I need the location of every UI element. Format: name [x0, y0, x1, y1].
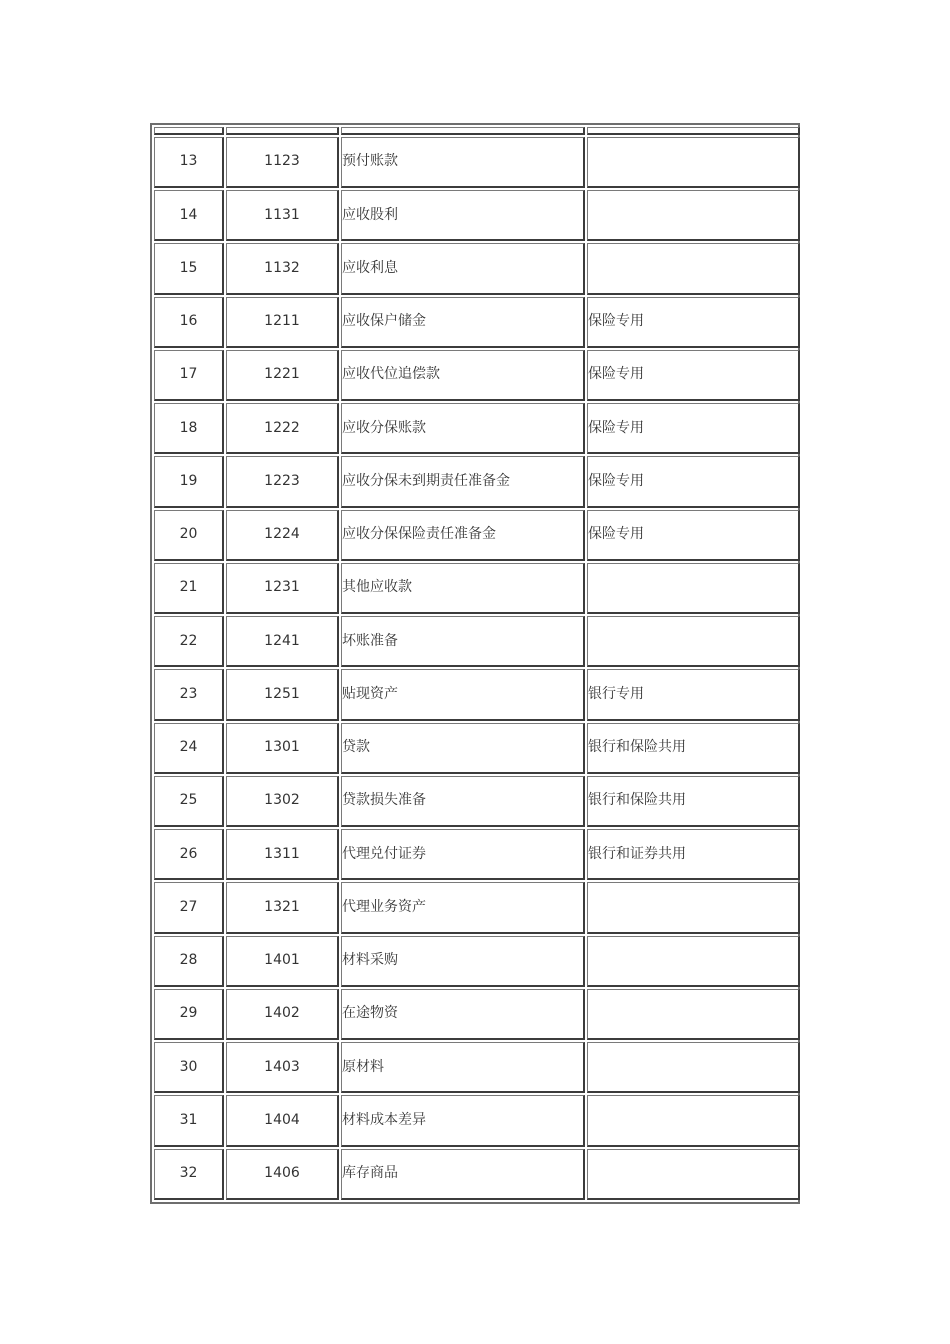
cell-note: 保险专用: [587, 510, 800, 561]
cell-account-name: 贴现资产: [341, 669, 585, 720]
cell-code: 1132: [226, 243, 339, 294]
cell-code: 1221: [226, 350, 339, 401]
cell-seq: 18: [154, 403, 224, 454]
cell-account-name: 预付账款: [341, 137, 585, 188]
accounts-table-body: [154, 127, 800, 1200]
table-header-row: [154, 127, 800, 135]
table-row: [154, 510, 800, 561]
cell-account-name: 库存商品: [341, 1149, 585, 1200]
cell-note: 银行和保险共用: [587, 723, 800, 774]
cell-code: 1131: [226, 190, 339, 241]
cell-seq: 29: [154, 989, 224, 1040]
cell-code: 1251: [226, 669, 339, 720]
cell-code: 1231: [226, 563, 339, 614]
cell-account-name: 应收代位追偿款: [341, 350, 585, 401]
cell-account-name: 贷款: [341, 723, 585, 774]
table-row: [154, 456, 800, 507]
table-row: [154, 882, 800, 933]
cell-code: 1402: [226, 989, 339, 1040]
table-row: [154, 669, 800, 720]
cell-seq: 27: [154, 882, 224, 933]
cell-code: 1321: [226, 882, 339, 933]
cell-code: 1401: [226, 936, 339, 987]
cell-seq: 21: [154, 563, 224, 614]
cell-account-name: 原材料: [341, 1042, 585, 1093]
cell-code: 1211: [226, 297, 339, 348]
cell-account-name: 应收利息: [341, 243, 585, 294]
table-row: [154, 1149, 800, 1200]
cell-note: [587, 190, 800, 241]
cell-code: 1123: [226, 137, 339, 188]
table-row: [154, 297, 800, 348]
cell-account-name: 材料成本差异: [341, 1095, 585, 1146]
cell-note: [587, 616, 800, 667]
cell-account-name: 贷款损失准备: [341, 776, 585, 827]
cell-note: [587, 882, 800, 933]
accounts-table: [152, 125, 802, 1202]
table-row: [154, 563, 800, 614]
cell-account-name: 应收分保账款: [341, 403, 585, 454]
cell-seq: 13: [154, 137, 224, 188]
cell-code: 1403: [226, 1042, 339, 1093]
cell-seq: 24: [154, 723, 224, 774]
table-row: [154, 243, 800, 294]
cell-code: 1223: [226, 456, 339, 507]
header-cell-code: [226, 127, 339, 135]
table-row: [154, 1042, 800, 1093]
accounts-table-frame: [150, 123, 800, 1204]
header-cell-note: [587, 127, 800, 135]
cell-code: 1404: [226, 1095, 339, 1146]
cell-seq: 28: [154, 936, 224, 987]
cell-seq: 30: [154, 1042, 224, 1093]
table-row: [154, 1095, 800, 1146]
cell-seq: 14: [154, 190, 224, 241]
table-row: [154, 403, 800, 454]
cell-code: 1224: [226, 510, 339, 561]
table-row: [154, 936, 800, 987]
cell-account-name: 代理业务资产: [341, 882, 585, 933]
cell-seq: 16: [154, 297, 224, 348]
cell-note: 保险专用: [587, 456, 800, 507]
cell-code: 1406: [226, 1149, 339, 1200]
cell-code: 1241: [226, 616, 339, 667]
cell-note: 银行和证券共用: [587, 829, 800, 880]
table-row: [154, 989, 800, 1040]
header-cell-name: [341, 127, 585, 135]
cell-code: 1302: [226, 776, 339, 827]
cell-seq: 23: [154, 669, 224, 720]
cell-seq: 19: [154, 456, 224, 507]
cell-seq: 32: [154, 1149, 224, 1200]
cell-account-name: 材料采购: [341, 936, 585, 987]
cell-note: [587, 563, 800, 614]
cell-account-name: 其他应收款: [341, 563, 585, 614]
table-row: [154, 190, 800, 241]
cell-code: 1222: [226, 403, 339, 454]
cell-account-name: 代理兑付证券: [341, 829, 585, 880]
cell-account-name: 坏账准备: [341, 616, 585, 667]
table-row: [154, 137, 800, 188]
cell-seq: 31: [154, 1095, 224, 1146]
cell-code: 1301: [226, 723, 339, 774]
cell-seq: 25: [154, 776, 224, 827]
cell-note: 保险专用: [587, 403, 800, 454]
cell-seq: 26: [154, 829, 224, 880]
header-cell-seq: [154, 127, 224, 135]
cell-note: [587, 137, 800, 188]
cell-note: [587, 1095, 800, 1146]
cell-note: 保险专用: [587, 350, 800, 401]
cell-note: [587, 1149, 800, 1200]
cell-account-name: 应收分保未到期责任准备金: [341, 456, 585, 507]
table-row: [154, 616, 800, 667]
cell-note: 保险专用: [587, 297, 800, 348]
table-row: [154, 829, 800, 880]
cell-seq: 20: [154, 510, 224, 561]
cell-seq: 15: [154, 243, 224, 294]
cell-note: [587, 936, 800, 987]
table-row: [154, 723, 800, 774]
cell-account-name: 应收分保保险责任准备金: [341, 510, 585, 561]
cell-note: 银行和保险共用: [587, 776, 800, 827]
cell-note: [587, 989, 800, 1040]
cell-note: [587, 243, 800, 294]
cell-account-name: 应收股利: [341, 190, 585, 241]
cell-seq: 22: [154, 616, 224, 667]
table-row: [154, 776, 800, 827]
cell-account-name: 应收保户储金: [341, 297, 585, 348]
table-row: [154, 350, 800, 401]
cell-code: 1311: [226, 829, 339, 880]
cell-seq: 17: [154, 350, 224, 401]
cell-note: [587, 1042, 800, 1093]
cell-note: 银行专用: [587, 669, 800, 720]
cell-account-name: 在途物资: [341, 989, 585, 1040]
